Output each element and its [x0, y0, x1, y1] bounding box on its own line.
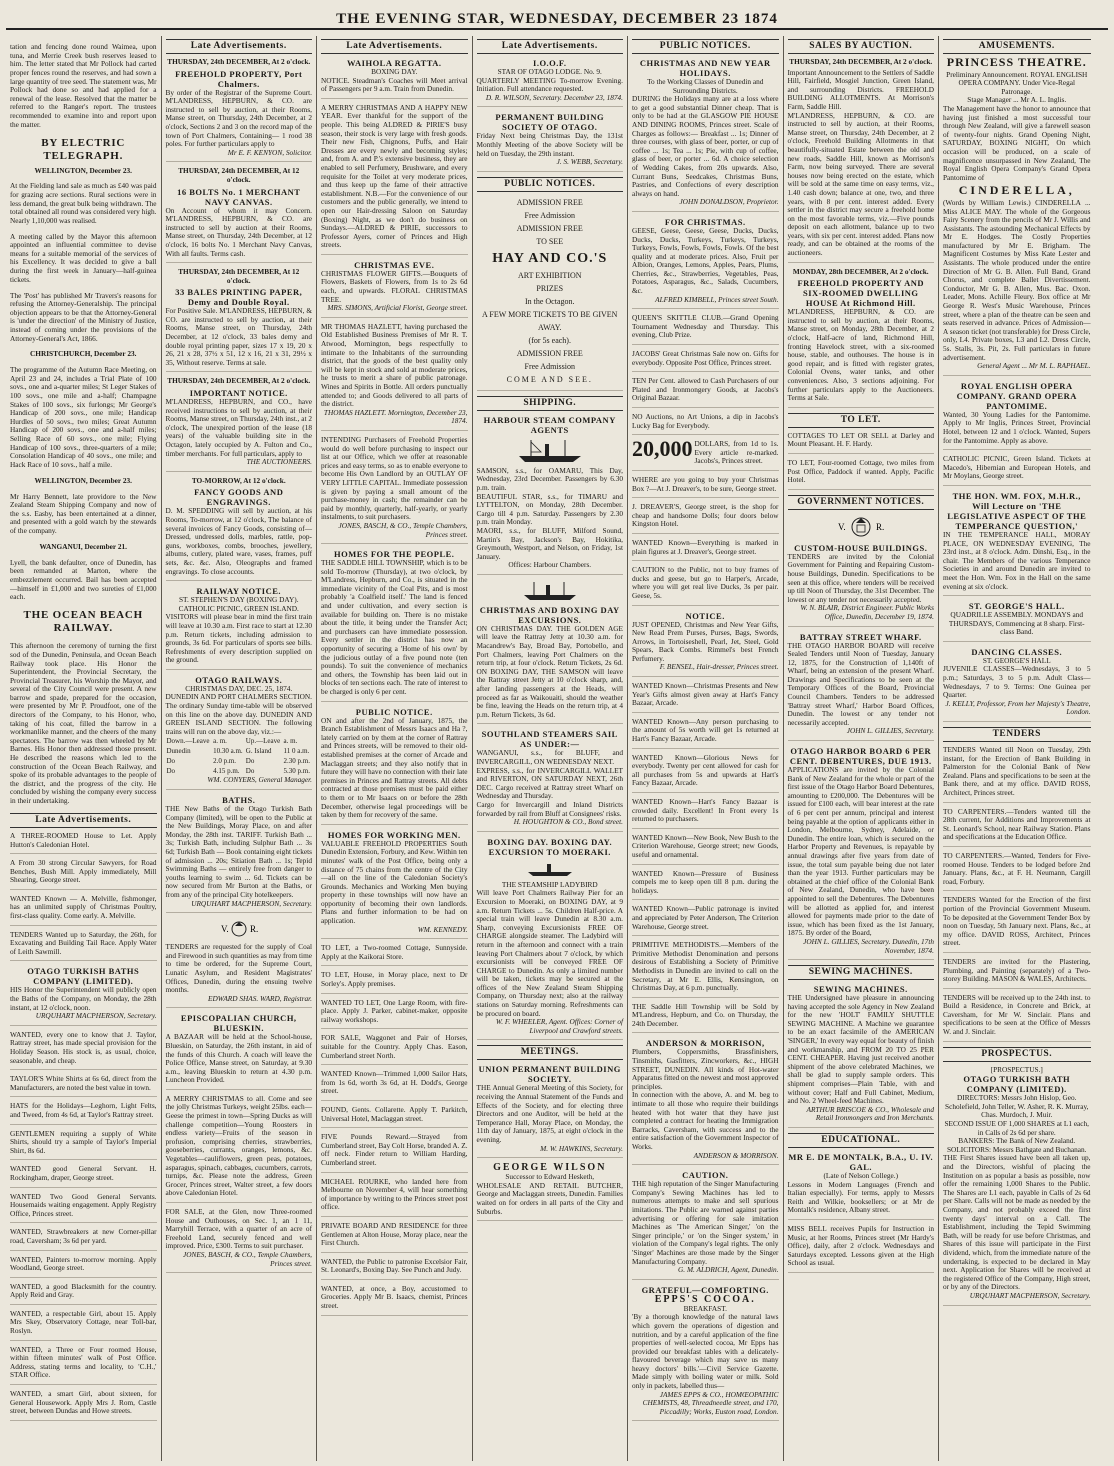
steamship-icon: [525, 860, 575, 878]
late-ads-heading: Late Advertisements.: [321, 39, 468, 54]
steamship-icon: [520, 580, 580, 602]
railway-heading: THE OCEAN BEACH RAILWAY.: [23, 609, 144, 635]
cocoa-ad: GRATEFUL—COMFORTING. EPPS'S COCOA. BREAKFAST. 'By a thorough knowledge of the natural laws which govern the operations of digestion and nutrition, and by a careful application of the fine properties of well-selected cocoa, Mr Epps has provided our breakfast tables with a delicately-flavoured beverage which may save us many heavy doctors' bills.'—Civil Service Gazette. Made simply with boiling water or milk. Sold only in packets, labelled thus— JAMES EPPS & CO., HOMŒOPATHIC CHEMISTS, 48, Threadneedle street, and 170, Piccadilly; Works, Euston road, London.: [632, 1285, 779, 1422]
notice-ad: INTENDING Purchasers of Freehold Properties would do well before purchasing to inspect our list at our Office, which we offer at reasonable prices and easy terms, so as to enable everyone to become His Own Landlord by an OUTLAY OF VERY LITTLE CAPITAL. Immediate possession is given by paying a small amount of the purchase-money in cash; the remainder can be paid by monthly, quarterly, half-yearly, or yearly instalments, to suit purchasers. JONES, BASCH, & CO., Temple Chambers, Princes street.: [321, 436, 468, 544]
ad: CAUTION to the Public, not to buy frames of ducks and geese, but go to Harper's, Arcade, where you will get real live Ducks, 3s per pair. Geese, 5s.: [632, 566, 779, 605]
hall-ad: ST. GEORGE'S HALL. QUADRILLE ASSEMBLY. MONDAYS and THURSDAYS, Commencing at 8 sharp. First-class Band.: [943, 601, 1091, 642]
building-society-ad: PERMANENT BUILDING SOCIETY OF OTAGO. Friday Next being Christmas Day, the 131st Monthly Meeting of the above Society will be held on Tuesday, the 29th instant. J. S. WEBB, Secretary.: [477, 112, 624, 171]
table-row: Do 2.0 p.m. Do 2.30 p.m.: [166, 757, 310, 766]
southland-ad: SOUTHLAND STEAMERS SAIL AS UNDER:— WANGANUI, s.s., for BLUFF, and INVERCARGILL, ON WEDNESDAY NEXT. EXPRESS, s.s., for INVERCARGILL WALLET and RIVERTON, ON SATURDAY NEXT, 26th DEC. Cargo received at Rattray street Wharf on Wednesday and Thursday. Cargo for Invercargill and Inland Districts forwarded by rail from Bluff at Consignees' risks. H. HOUGHTON & CO., Bond street.: [477, 729, 624, 831]
prospectus-ad: [PROSPECTUS.] OTAGO TURKISH BATH COMPANY (LIMITED). DIRECTORS: Messrs John Hislop, Geo. Scholefield, John Teller, W. Asher, R. K. Murray, Chas. Murdoch, J. Muir. SECOND ISSUE OF 1,000 SHARES at L1 each, in Calls of 2s 6d per share. BANKERS: The Bank of New Zealand. SOLICITORS: Messrs Bathgate and Buchanan. THE First Shares issued have been all taken up, and the Directors, wishful of placing the Institution on as popular a basis as possible, now offer the remaining 1,000 Shares to the Public. The Shares are L1 each, payable in Calls of 2s 6d per Share. Calls will not be made as needed by the Company, and not probably exceed the first twenty days' interval on a Call. The Establishment, including the Tepid Swimming Bath, will be ready for use before Christmas, and Shares of this issue will participate in the First dividend, which, from the immediate nature of the undertaking, is expected to be declared in May next. Application for Shares will be received at the registered Office of the Company, High street, or by any of the Directors. URQUHART MACPHERSON, Secretary.: [943, 1066, 1091, 1306]
ad: J. DREAVER'S, George street, is the shop for cheap and handsome Dolls; four doors below Kingston Hotel.: [632, 503, 779, 534]
auction-ad: THURSDAY, 24th DECEMBER, At 12 o'clock. 16 BOLTS No. 1 MERCHANT NAVY CANVAS. On Account of whom it may Concern. M'LANDRESS, HEPBURN, & CO. are instructed to sell by auction at their Rooms, Manse street, on Thursday, 24th December, at 12 o'clock, 16 bolts No. 1 Merchant Navy Canvas, With all faults. Terms cash.: [166, 167, 313, 263]
ad: A From 30 strong Circular Sawyers, for Road Benches, Bush Mill. Apply immediately, Mill Shearing, George street.: [10, 859, 157, 890]
ad: WHERE are you going to buy your Christmas Box ?—At J. Dreaver's, to be sure, George street.: [632, 476, 779, 498]
art-exhibition-ad: ADMISSION FREE Free Admission ADMISSION FREE TO SEE HAY AND CO.'S ART EXHIBITION PRIZES In the Octagon. A FEW MORE TICKETS TO BE GIVEN AWAY. (for 5s each). ADMISSION FREE Free Admission COME AND SEE.: [477, 196, 624, 391]
excursion-ad: CHRISTMAS AND BOXING DAY EXCURSIONS. ON CHRISTMAS DAY. THE GOLDEN AGE will leave the Rattray Jetty at 10.30 a.m. for Macandrew's Bay, Broad Bay, Portobello, and Port Chalmers, leaving Port Chalmers on the return trip, at four o'clock. Return Tickets, 2s 6d. ON BOXING DAY, THE SAMSON will leave the Rattray street Jetty at 10 o'clock sharp, and, after landing passengers at the Heads, will proceed as far as Waikouaiti, should the weather be fine, leaving the Heads on the return trip, at 4 p.m. Return Tickets, 3s 6d.: [477, 580, 624, 725]
ad: TO CARPENTERS.—Tenders wanted till the 28th current, for Additions and Improvements at St. Leonard's School, near Railway Station. Plans and specifications at the Education Office.: [943, 808, 1091, 847]
ad: TENDERS will be received up to the 24th inst. to Build a Residence, in Concrete and Brick, at Caversham, for Mr W. Sinclair. Plans and specifications to be seen at the Office of Messrs W. and J. Sinclair.: [943, 994, 1091, 1042]
ad: WANTED Known—Public patronage is invited and appreciated by Peter Anderson, The Criterion Warehouse, George street.: [632, 905, 779, 936]
tenders-heading: TENDERS: [943, 727, 1091, 742]
columns: [6, 36, 1108, 1461]
ad: TAYLOR'S White Shirts at 6s 6d, direct from the Manufacturers, are noted the best value in town.: [10, 1075, 157, 1097]
late-ads-heading: Late Advertisements.: [166, 39, 313, 54]
ad: WANTED Known—Any person purchasing to the amount of 5s worth will get 1s returned at Hart's Fancy Bazaar, Arcade.: [632, 718, 779, 749]
dancing-ad: DANCING CLASSES. ST. GEORGE'S HALL JUVENILE CLASSES—Wednesdays, 3 to 5 p.m.; Saturdays, 3 to 5 p.m. Adult Class—Wednesdays, 7 to 9. Terms: One Guinea per Quarter. J. KELLY, Professor, From her Majesty's Theatre, London.: [943, 647, 1091, 722]
auction-ad: THURSDAY, 24th DECEMBER, At 2 o'clock. FREEHOLD PROPERTY, Port Chalmers. By order of the Registrar of the Supreme Court. M'LANDRESS, HEPBURN, & CO. are instructed to sell by auction, at their Rooms, Manse street, on Thursday, 24th December, at 2 o'clock, Sections 2 and 3 on the record map of the town of Port Chalmers, Containing— 1 rood 38 poles. For further particulars apply to Mr E. F. KENYON, Solicitor.: [166, 58, 313, 162]
sales-heading: SALES BY AUCTION.: [788, 39, 935, 54]
opera-ad: ROYAL ENGLISH OPERA COMPANY. GRAND OPERA PANTOMIME. Wanted, 30 Young Ladies for the Pantomime. Apply to Mr Inglis, Princes Street, Provincial Hotel, between 12 and 1 o'clock. Wanted, Supers for the Pantomime. Apply as above.: [943, 381, 1091, 450]
dollars-ad: 20,000 DOLLARS, from 1d to 1s. Every article re-marked. Jacobs's, Princes street.: [632, 440, 779, 471]
telegraph-heading: BY ELECTRIC TELEGRAPH.: [41, 136, 126, 162]
picnic-ad: CATHOLIC PICNIC, Green Island. Tickets at Macedo's, Hibernian and European Hotels, and Mr Moylans, George street.: [943, 455, 1091, 486]
auction-ad: THURSDAY, 24th DECEMBER, At 2 o'clock. IMPORTANT NOTICE. M'LANDRESS, HEPBURN, and CO., have received instructions to sell by auction, at their Rooms, Manse street, on Thursday, 24th inst., at 2 o'clock, The unexpired portion of the lease (18 years) of the valuable building site in the Octagon, lately occupied by A. Fulton and Co., timber merchants. For full particulars, apply to THE AUCTIONEERS.: [166, 377, 313, 471]
ad: WANTED good General Servant. H. Rockingham, draper, George street.: [10, 1165, 157, 1187]
lecture-ad: THE HON. WM. FOX, M.H.R., Will Lecture on 'THE LEGISLATIVE ASPECT OF THE TEMPERANCE QUESTION,' IN THE TEMPERANCE HALL, MORAY PLACE, ON WEDNESDAY EVENING, The 23rd inst., at 8 o'clock. Adm. Dinshi, Esq., in the chair. The Members of the various Temperance Societies in and around Dunedin are invited to meet the Hon. Wm. Fox in the Hall on the same evening at six o'clock.: [943, 491, 1091, 596]
column-2: [162, 36, 318, 1461]
to-let-heading: TO LET.: [788, 413, 935, 428]
debentures-ad: OTAGO HARBOR BOARD 6 PER CENT. DEBENTURES, DUE 1913. APPLICATIONS are invited by the Colonial Bank of New Zealand for the whole or part of the first issue of the Otago Harbor Board Debentures, amounting to £200,000. The Debentures will be issued for £100 each, will bear interest at the rate of 6 per cent per annum, principal and interest being payable at the option of applicants either in London, Melbourne, Sydney, Adelaide, or Dunedin. The entire loan, which is secured on the Harbor Property and Revenues, is repayable by annual drawings after five years from date of issue, the total sum payable being due not later than the year 1913. Further particulars may be obtained at the chief office of the Colonial Bank of New Zealand, Dunedin, who have been appointed to sell the Debentures. The Debentures will be allotted as applied for, and interest allowed for payments made prior to the date of issue, which has been fixed as the 1st January, 1875. By order of the Board, JOHN L. GILLIES, Secretary. Dunedin, 17th November, 1874.: [788, 746, 935, 960]
ad: WANTED, the Public to patronise Excelsior Fair, St. Leonard's, Boxing Day. See Punch and Judy.: [321, 1258, 468, 1280]
ad: TENDERS Wanted up to Saturday, the 26th, for Excavating and Building Tail Race. Apply Water of Leith Sawmill.: [10, 931, 157, 962]
ad: TENDERS Wanted for the Erection of the first portion of the Provincial Government Museum. To be deposited at the Government Tender Box by noon on Tuesday, 5th January next. Plans, &c., at my office. DAVID ROSS, Architect, Princes street.: [943, 896, 1091, 953]
meetings-heading: MEETINGS.: [477, 1045, 624, 1060]
svg-text:R.: R.: [875, 521, 885, 532]
ad: A MERRY CHRISTMAS to all. Come and see the jolly Christmas Turkeys, weight 25lbs. each—Geese the primest in town—Spring Ducks as will challenge competition—Young Roosters in endless variety—Fruits of the season in profusion, comprising cherries, strawberries, gooseberries, currants, oranges, lemons, &c. Vegetables—cauliflowers, green peas, potatoes, asparagus, spinach, cabbages, cucumbers, carrots, turnips, &c. Please note the address, Green Grocer, Princes street, Walter street, a few doors above Caledonian Hotel.: [166, 1095, 313, 1203]
dispatch: WELLINGTON, December 23. At the Fielding land sale as much as £40 was paid for grazing acre sections. Rural sections were in less demand, the great bulk being withdrawn. The total obtained all round was considered very high. Nearly 1,10,000 was realised.: [10, 165, 157, 225]
ad: WANTED, a respectable Girl, about 15. Apply Mrs Skey, Observatory Cottage, near Toll-bar, Roslyn.: [10, 1310, 157, 1341]
ad: WANTED, Strawbreakers at new Corner-pillar road, Caversham; 3s 6d per yard.: [10, 1228, 157, 1250]
ad: WANTED, a good Blacksmith for the country. Apply Reid and Gray.: [10, 1283, 157, 1305]
ad: WANTED, every one to know that J. Taylor, Rattray street, has made special provision for the Holiday Season. His stock is, as usual, choice, seasonable, and cheap.: [10, 1031, 157, 1070]
pie-house-ad: CHRISTMAS AND NEW YEAR HOLIDAYS. To the Working Classes of Dunedin and Surrounding Districts. DURING the Holidays many are at a loss where to get a good substantial Dinner cheap. That is only to be had at the GLASGOW PIE HOUSE AND DINING ROOMS, Princes street. Scale of Charges as follows:— Breakfast ... 1s; Dinner of three courses, with glass of beer, porter, or cup of coffee ... 1s; Tea ... 1s; Pie, with cup of coffee, glass of beer, or porter ... 6d. A choice selection of Wedding Cakes, from 20s upwards. Also, Currant Buns, Seedcakes, Christmas Buns, Pastries, and Confections of every description always on hand. JOHN DONALDSON, Proprietor.: [632, 58, 779, 212]
ad: WANTED, Painters to-morrow morning. Apply Woodland, George street.: [10, 1256, 157, 1278]
anderson-ad: ANDERSON & MORRISON, Plumbers, Coppersmiths, Brassfinishers, Tinsmiths, Gasfitters, Zincworkers, &c., HIGH STREET, DUNEDIN. All kinds of Hot-water Apparatus fitted on the newest and most approved principles. In connection with the above, A. and M. beg to intimate to all those who require their buildings heated with hot water that they have just completed a contract for heating the Immigration Barracks, Caversham, with success and to the entire satisfaction of the Government Inspector of Works. ANDERSON & MORRISON.: [632, 1038, 779, 1165]
ad: FOUND, Gents. Collarette. Apply T. Parkitch, Universal Hotel, Maclaggan street.: [321, 1106, 468, 1128]
lodge-ad: I.O.O.F. STAR OF OTAGO LODGE. No. 9. QUARTERLY MEETING To-morrow Evening. Initiation. Full attendance requested. D. R. WILSON, Secretary. December 23, 1874.: [477, 58, 624, 107]
prospectus-heading: PROSPECTUS.: [943, 1047, 1091, 1062]
ad: WANTED Known—New Book, New Bush to the Criterion Warehouse, George street; new Goods, useful and ornamental.: [632, 834, 779, 865]
column-6: [784, 36, 940, 1461]
ad: FIVE Pounds Reward.—Strayed from Cumberland street, Bay Colt Horse, branded A. Z. off neck. Finder return to William Harding, Cumberland street.: [321, 1133, 468, 1172]
auction-ad: TO-MORROW, At 12 o'clock. FANCY GOODS AND ENGRAVINGS. D. M. SPEDDING will sell by auction, at his Rooms, To-morrow, at 12 o'clock, The balance of several invoices of Fancy Goods, consisting of— Dressed, undressed dolls, marbles, rattle, pop-guns, workboxes, combs, brooches, jewellery, albums, cutlery, plated ware, vases, frames, puff sets, &c. &c. Also, Oleographs and framed engravings. To close accounts.: [166, 477, 313, 581]
svg-text:V.: V.: [837, 521, 846, 532]
baths-ad: BATHS. THE New Baths of the Otago Turkish Bath Company (limited), will be open to the Public at the New Buildings, Moray Place, on and after Monday, the 28th inst. TARIFF. Turkish Bath ... 3s; Turkish Bath, including Sulphur Bath ... 3s 6d; Turkish Bath — Book containing eight tickets of admission ... 20s; Sitiation Bath ... 1s; Tepid Swimming Baths — entirely free from danger to youths learning to swim ... 6d. Tickets can be now secured from Mr Burton at the Baths, or from any of the principal City hotelkeepers. URQUHART MACPHERSON, Secretary.: [166, 795, 313, 913]
ad: NO Auctions, no Art Unions, a dip in Jacobs's Lucky Bag for Everybody.: [632, 413, 779, 435]
column-4: [473, 36, 629, 1461]
ad: TENDERS are invited for the Plastering, Plumbing, and Painting (separately) of a Two-storey Building. MASON & WALES, Architects.: [943, 958, 1091, 989]
table-row: Do 4.15 p.m. Do 5.30 p.m.: [166, 767, 310, 776]
ad: THE Saddle Hill Township will be Sold by M'Landress, Hepburn, and Co. on Thursday, the 24th December.: [632, 1003, 779, 1034]
government-notices-heading: GOVERNMENT NOTICES.: [788, 495, 935, 510]
ad: FOR SALE, Waggonet and Pair of Horses, suitable for the Country. Apply Chas. Eason, Cumberland street North.: [321, 1034, 468, 1065]
notice-ad: MR THOMAS HAZLETT, having purchased the Old Established Business Premises of Mr R. T. Atwood, Mornington, begs respectfully to intimate to the Inhabitants of the surrounding district, that the goods of the best quality only will be kept in stock and sold at moderate prices, he trusts to merit a share of public patronage. Wines and Spirits in Bottle. All orders punctually attended to; and Goods delivered to all parts of the district. THOMAS HAZLETT. Mornington, December 23, 1874.: [321, 323, 468, 431]
educational-heading: EDUCATIONAL.: [788, 1133, 935, 1148]
tender-ad: V. R. TENDERS are requested for the supply of Coal and Firewood in such quantities as may from time to time be ordered, for the Supreme Court, Lunatic Asylum, and Resident Magistrates' Offices, Dunedin, during the ensuing twelve months. EDWARD SHAS. WARD, Registrar.: [166, 918, 313, 1008]
amusements-heading: AMUSEMENTS.: [943, 39, 1091, 54]
education-ad: MR E. DE MONTALK, B.A., U. IV. GAL. (Late of Nelson College.) Lessons in Modern Languages (French and Italian especially). For terms, apply to Messrs Reith and Wilkie, booksellers; or at Mr de Montalk's residence, Albany street.: [788, 1152, 935, 1220]
railway-notice: RAILWAY NOTICE. ST. STEPHEN'S DAY (BOXING DAY). CATHOLIC PICNIC, GREEN ISLAND. VISITORS will please bear in mind the first train will leave at 10.30 a.m. First race to start at 12.30 p.m. Return tickets, including admission to grounds, 3s 6d. For particulars of sports see bills. Refreshments of every description supplied on the ground.: [166, 586, 313, 670]
ad: WANTED Known—Trimmed 1,000 Sailor Hats, from 1s 6d, worth 3s 6d, at H. Dodd's, George street.: [321, 1070, 468, 1101]
ad-baths: OTAGO TURKISH BATHS COMPANY (LIMITED). HIS Honor the Superintendent will publicly open the Baths of the Company, on Monday, the 28th instant, at 12 o'clock, noon. URQUHART MACPHERSON, Secretary.: [10, 966, 157, 1025]
ad: WANTED, at once, a Boy, accustomed to Groceries. Apply Mr B. Isaacs, chemist, Princes street.: [321, 1285, 468, 1316]
dispatch: WANGANUI, December 21. Lyell, the bank defaulter, once of Dunedin, has been remanded at Marton, where the embezzlement occurred. Bail has been accepted—himself in £1,000 and two sureties of £1,000 each.: [10, 541, 157, 602]
for-christmas-ad: FOR CHRISTMAS. GEESE, Geese, Geese, Geese, Ducks, Ducks, Ducks, Ducks, Turkeys, Turkeys, Turkeys, Turkeys, Fowls, Fowls, Fowls, Fowls. Of the best quality and at moderate prices. Also, Fruit per Albion, Oranges, Lemons, Apples, Pears, Plums, Cherries, &c., Strawberries, Vegetables, Peas, Potatoes, Asparagus, &c., Salads, Cucumbers, &c. ALFRED KIMBELL, Princes street South.: [632, 217, 779, 309]
ad: TO LET, Four-roomed Cottage, two miles from Post Office, Paddock if wanted. Apply, Pacific Hotel.: [788, 459, 935, 490]
intro-paragraph: tation and fencing done round Waimea, upon tuna, and Merrie Creek bush reserves leased to him. The letter stated that Mr Pollock had carted proper fences round the reserves, and had sown a large quantity of tree seed. The statement was, Mr Pollock had done so and had applied for a renewal of the lease. Resolved that the matter be referred to the Ranger's report. The trustees recommended to examine into and report upon the matter.: [10, 42, 157, 129]
ad: A THREE-ROOMED House to Let. Apply Hutton's Caledonian Hotel.: [10, 832, 157, 854]
public-notices-heading: PUBLIC NOTICES.: [632, 39, 779, 54]
ad: WANTED TO LET, One Large Room, with fire-place. Apply J. Parker, cabinet-maker, opposite railway workshops.: [321, 999, 468, 1030]
public-notice: PUBLIC NOTICE. ON and after the 2nd of January, 1875, the Branch Establishment of Messrs Isaacs and Ha ?, lately carried on by them at the corner of Rattray and Princes streets, will be removed to their old-established premises at the corner of Arcade and Maclaggan streets; and they also notify that in future they will have no connection with their late premises in Princes and Rattray streets. All debts contracted at those premises must be paid either to them or to Mr Isaacs on or before the 28th December, otherwise legal proceedings will be taken by them for recovery of the same.: [321, 707, 468, 825]
ad: WANTED Known—Christmas Presents and New Year's Gifts almost given away at Hart's Fancy Bazaar, Arcade.: [632, 682, 779, 713]
ad: TO CARPENTERS.—Wanted, Tenders for Five-roomed House. Tenders to be lodged before 2nd January. Plans, &c., at F. H. Neumann, Cargill road, Forbury.: [943, 852, 1091, 891]
butcher-ad: GEORGE WILSON Successor to Edward Hesketh, WHOLESALE AND RETAIL BUTCHER, George and Maclaggan streets, Dunedin. Families waited on for orders in all parts of the City and Suburbs.: [477, 1163, 624, 1221]
caution-ad: CAUTION. THE high reputation of the Singer Manufacturing Company's Sewing Machines has led to numerous attempts to make and sell spurious imitations. The Public are warned against parties advertising or offering for sale imitation Machines as 'The American Singer,' 'on the Singer principle,' or 'on the Singer system,' in violation of the Company's legal rights. The only 'Singer' Machines are those made by the Singer Manufacturing Company. G. M. ALDRICH, Agent, Dunedin.: [632, 1170, 779, 1280]
auction-ad: THURSDAY, 24th DECEMBER, At 2 o'clock. Important Announcement to the Settlers of Saddle Hill, Fairfield, Mosgiel Junction, Green Island, and surrounding Districts. FREEHOLD BUILDING ALLOTMENTS. At Morrison's Farm, Saddle Hill. M'LANDRESS, HEPBURN, & CO. are instructed to sell by auction, at their Rooms, Manse street, on Thursday, 24th December, at 2 o'clock, Freehold Building Allotments in that beautifully-situated Estate between the old and new roads, Saddle Hill, known as Morrison's Farm, now being surveyed. There are several houses now being erected on the estate, which will be sold at the same time on easy terms, viz., 1.40 cash down; balance at one, two, and three years, with 8 per cent. interest added. Every settler in the district may secure a freehold home on the most favorable terms, viz.—Five pounds deposit on each allotment, balance up to two years, with six per cent. interest added. Plans now ready, and can be obtained at the rooms of the auctioneers.: [788, 58, 935, 263]
regatta-ad: WAIHOLA REGATTA. BOXING DAY. NOTICE. Steadman's Coaches will Meet arrival of Passengers per 9 a.m. Train from Dunedin.: [321, 58, 468, 99]
royal-arms-icon: [836, 514, 886, 540]
ad: QUEEN'S SKITTLE CLUB.—Grand Opening Tournament Wednesday and Thursday. This evening, Club Prize.: [632, 314, 779, 345]
svg-text:R.: R.: [249, 924, 259, 935]
public-notices-heading: PUBLIC NOTICES.: [477, 177, 624, 192]
ad: GENTLEMEN requiring a supply of White Shirts, should try a sample of Taylor's Imperial Shirt, 8s 6d.: [10, 1130, 157, 1161]
shipping-heading: SHIPPING.: [477, 396, 624, 411]
column-3: [317, 36, 473, 1461]
ad: WANTED, a Three or Four roomed House, within fifteen minutes' walk of Post Office. Address, stating terms and locality, to 'C.H.,' STAR Office.: [10, 1346, 157, 1385]
music-ad: MISS BELL receives Pupils for Instruction in Music, at her Rooms, Princes street (Mr Hardy's Office), daily, after 2 o'clock. Wednesdays and Saturdays excepted. Lessons given at the High School as usual.: [788, 1225, 935, 1273]
ad: WANTED Known—Everything is marked in plain figures at J. Dreaver's, George street.: [632, 539, 779, 561]
wharf-ad: BATTRAY STREET WHARF. THE OTAGO HARBOR BOARD will receive Sealed Tenders until Noon of Tuesday, January 12, 1875, for the Construction of 1,140ft of Wharf, being an extension of the present Wharf. Drawings and Specifications to be seen at the Temporary Offices of the Board, Provincial Council Chambers. Tenders to be addressed 'Battray street Wharf,' Harbor Board Offices, Dunedin. The lowest or any tender not necessarily accepted. JOHN L. GILLIES, Secretary.: [788, 632, 935, 742]
ad: WANTED Known—Hart's Fancy Bazaar is crowded daily. Excellent! In Front every 1s returned to purchasers.: [632, 798, 779, 829]
working-men-ad: HOMES FOR WORKING MEN. VALUABLE FREEHOLD PROPERTIES South Dunedin Extension, Forbury, and Kew. Within ten minutes' walk of the Post Office, being only a distance of 75 chains from the centre of the City—all on the line of the Caledonian Society's Grounds. Mechanics and Working Men buying property in these townships will now have an opportunity of becoming their own landlords. Plans and further information to be had on application. WM. KENNEDY.: [321, 830, 468, 940]
dispatch: The 'Post' has published Mr Travers's reasons for refusing the Attorney-Generalship. The principal objection appears to be that the Attorney-General is 'under the direction' of the Ministry of Justice, instead of coming under the provisions of the Attorney-General's Act, 1866.: [10, 290, 157, 343]
ad: TO LET, a Two-roomed Cottage, Sunnyside. Apply at the Kaikorai Store.: [321, 944, 468, 966]
auction-ad: THURSDAY, 24th DECEMBER, At 12 o'clock. 33 BALES PRINTING PAPER, Demy and Double Royal. For Positive Sale. M'LANDRESS, HEPBURN, & CO. are instructed to sell by auction, at their Rooms, Manse street, on Thursday, 24th December, at 12 o'clock, 33 bales demy and double royal printing paper, sizes 17 x 19, 20 x 26, 21 x 28, 37½ x 51, 12 x 16, 21 x 31, 29½ x 35, Without reserve. Terms at sale.: [166, 268, 313, 372]
steamship-icon: [515, 438, 585, 464]
ad: JACOBS' Great Christmas Sale now on. Gifts for everybody. Opposite Post Office, Princes street.: [632, 350, 779, 372]
notice-ad: NOTICE. JUST OPENED, Christmas and New Year Gifts, New Read Prem Purses, Purses, Bags, Swords, Arrows, in Tortoiseshell, Pearl, Jet, Steel, Gold Spears, Back Combs. Rimmel's best French Perfumery. F. BENSEL, Hair-dresser, Princes street.: [632, 611, 779, 678]
ad: WANTED Known—Pressure of Business compels me to keep open till 8 p.m. during the holidays.: [632, 870, 779, 901]
theatre-ad: PRINCESS THEATRE. Preliminary Announcement. ROYAL ENGLISH OPERA COMPANY. Under Vice-Regal Patronage. Stage Manager ... Mr A. L. Inglis. The Management have the honor to announce that having just finished a most successful tour through New Zealand, will give a farewell season of twenty-four nights. Grand Opening Night, SATURDAY, BOXING NIGHT, On which occasion will be produced, on a scale of magnificence unsurpassed in New Zealand, The Royal English Opera Company's Grand Opera Pantomime of CINDERELLA, (Words by William Lewis.) CINDERELLA ... Miss ALICE MAY. The whole of the Gorgeous Fairy Scenery from the pencils of Mr J. Willis and Assistants. The astounding Mechanical Effects by Mr E. Hodges. The Costly Properties manufactured by Mr E. Brigham. The Magnificent Costumes by Miss Kate Lester and Assistants. The whole produced under the entire Direction of Mr G. B. Allen. Full Band, Grand Chorus, and complete Ballet Divertissement. Conductor, Mr G. B. Allen, Mus. Bac. Oxon. Leader, Mons. Achille Fleury. Box office at Mr George R. West's Music Warehouse, Princes street, where a plan of the theatre can be seen and seats reserved in advance. Prices of Admission—A season ticket (not transferable) for Dress Circle, only, L4. Private boxes, L3 and L2. Dress Circle, 5s. Stalls, 3s. Pit, 2s. Full particulars in future advertisement. General Agent ... Mr M. L. RAPHAEL.: [943, 58, 1091, 376]
svg-text:V.: V.: [220, 924, 229, 935]
royal-arms-icon: [219, 918, 259, 940]
union-society-ad: UNION PERMANENT BUILDING SOCIETY. THE Annual General Meeting of this Society, for receiving the Annual Statement of the Funds and Effects of the Society, and for electing three Directors and one Auditor, will be held at the Temperance Hall, Moray Place, on Monday, the 11th day of January, 1875, at eight o'clock in the evening. M. W. HAWKINS, Secretary.: [477, 1064, 624, 1158]
harbour-ad: HARBOUR STEAM COMPANY AGENTS SAMSON, s.s., for OAMARU, This Day, Wednesday, 23rd December. Passengers by 6.30 p.m. train. BEAUTIFUL STAR, s.s., for TIMARU and LYTTELTON, on Monday, 28th December. Cargo till 4 p.m. Saturday. Passengers by 2.30 p.m. train Monday. MAORI, s.s., for BLUFF, Milford Sound, Martin's Bay, Jackson's Bay, Hokitika, Greymouth, Westport, and Nelson, on Friday, 1st January. Offices: Harbour Chambers.: [477, 415, 624, 575]
customs-ad: V. R. CUSTOM-HOUSE BUILDINGS. TENDERS are invited by the Colonial Government for Painting and Repairing Custom-house Buildings, Dunedin. Specifications to be seen at this office, where tenders will be received up till Noon of Thursday, the 31st December. The lowest or any tender not necessarily accepted. W. N. BLAIR, District Engineer. Public Works Office, Dunedin, December 19, 1874.: [788, 514, 935, 627]
sewing-heading: SEWING MACHINES.: [788, 965, 935, 980]
ad: PRIMITIVE METHODISTS.—Members of the Primitive Methodist Denomination and persons desirous of Establishing a Society of Primitive Methodists in Dunedin are invited to call on the Secretary, at Mr E. Ellis, Kensington, on Christmas Day, at 6 p.m. punctually.: [632, 941, 779, 998]
auction-ad: MONDAY, 28th DECEMBER, At 2 o'clock. FREEHOLD PROPERTY AND SIX-ROOMED DWELLING HOUSE At Richmond Hill. M'LANDRESS, HEPBURN, & CO. are instructed to sell by auction, at their Rooms, Manse street, on Monday, 28th December, at 2 o'clock, Half-acre of land, Richmond Hill, fronting Havelock street, with a six-roomed house, stable, and outhouses. The house is in good repair, and is fitted with register grates, Colonial Ovens, water tanks, and other conveniences. Also, 3 sections adjoining. For further particulars apply to the Auctioneers. Terms at Sale.: [788, 268, 935, 408]
dispatch: A meeting called by the Mayor this afternoon appointed an influential committee to devise means for a suitable memorial of the services of his Excellency. It was decided to give a ball during the first week in January—half-guinea tickets.: [10, 231, 157, 284]
moeraki-excursion-ad: BOXING DAY. BOXING DAY. EXCURSION TO MOERAKI. THE STEAMSHIP LADYBIRD Will leave Port Chalmers Railway Pier for an Excursion to Moeraki, on BOXING DAY, at 9 a.m. Return Tickets ... 5s. Children Half-price. A special train will leave Dunedin at 8.30 a.m. Sharp, conveying Excursionists FREE OF CHARGE alongside steamer. The Ladybird will return in the afternoon and connect with a train leaving Port Chalmers about 7 o'clock, by which excursionists will be conveyed FREE OF CHARGE to Dunedin. As only a limited number will be taken, tickets may be secured at the offices of the New Zealand Steam Shipping Company, on Thursday next; also at the railway stations on Saturday morning. Refreshments can be procured on board. W. F. WHEELER, Agent. Offices: Corner of Liverpool and Crawford streets.: [477, 837, 624, 1041]
masthead: THE EVENING STAR, WEDNESDAY, DECEMBER 23 1874: [6, 6, 1108, 30]
column-5: [628, 36, 784, 1461]
ad: WANTED, a smart Girl, about sixteen, for General Housework. Apply Mrs J. Rom, Castle street, between Dundas and Howe streets.: [10, 1390, 157, 1421]
ad: WANTED Two Good General Servants. Housemaids waiting engagement. Apply Registry Office, Princes street.: [10, 1193, 157, 1224]
ad: FOR SALE, at the Glen, now Three-roomed House and Outhouses, on Sec. 1, an 1 11, Marryhill Terrace, with a quarter of an acre of Freehold Land, securely fenced and well improved. Price, £300. Terms to suit purchaser. JONES, BASCH, & CO., Temple Chambers, Princes street.: [166, 1208, 313, 1273]
ad: HATS for the Holidays—Leghorn, Light Felts, and Tweed, from 4s 6d, at Taylor's Rattray street.: [10, 1102, 157, 1124]
column-7: [939, 36, 1095, 1461]
ad: TO LET, House, in Moray place, next to Dr Sorley's. Apply premises.: [321, 971, 468, 993]
homes-ad: HOMES FOR THE PEOPLE. THE SADDLE HILL TOWNSHIP, which is to be sold To-morrow (Thursday), at two o'clock, by M'Landress, Hepburn, and Co., is situated in the immediate vicinity of the Coal Pits, and is most probably 'a Coalfield itself.' The land is fenced and under cultivation, and every section is available for building on. There is no mistake about the title, it being under the Transfer Act; and purchasers can have immediate possession. Every settler in the district has now an opportunity of securing a 'Home of his own' by the judicious outlay of a five pound note (ten pounds). To suit the convenience of mechanics and others, the Township has been laid out in blocks of ten sections each. The rate of interest to be charged is only 6 per cent.: [321, 549, 468, 702]
railway-article: This afternoon the ceremony of turning the first sod of the Dunedin, Peninsula, and Ocean Beach Railway took place. His Honor the Superintendent, the Provincial Secretary, the Provincial Treasurer, his Worship the Mayor, and several of the City Council were present. A new barrow and spade, prepared for the occasion, were presented by Mr P. Proudfoot, one of the directors of the Company, to his Honor, who, taking of his coat, filled the barrow in a workmanlike manner, and the cheers of the many spectators. The barrow was then wheeled by Mr Barnes. His Honor then addressed those present. He described the reasons which led to the construction of the Ocean Beach Railway, and spoke of its probable advantages to the people of the district, and the progress of the city. He concluded by wishing the company every success in their undertaking.: [10, 641, 157, 806]
dispatch: CHRISTCHURCH, December 23. The programme of the Autumn Race Meeting, on April 23 and 24, includes a Trial Plate of 100 sovs., one and a-quarter miles; St Leger Stakes of 100 sovs., one mile and a-half; Champagne Stakes of 100 sovs., six furlongs; Mr George's Handicap of 200 sovs., one mile; Handicap Hurdles of 50 sovs., two miles; Great Autumn Handicap of 200 sovs., one and a-half miles; Selling Race of 60 sovs., one mile; Flying Handicap of 100 sovs., three-quarters of a mile; Consolation Handicap of 40 sovs., one mile; and Hack Race of 10 sovs., half a mile.: [10, 349, 157, 469]
merry-christmas-ad: A MERRY CHRISTMAS AND A HAPPY NEW YEAR. Ever thankful for the support of the people. This being ALDRED & PIRIE'S busy season, their stock is very large with fresh goods. Their new Fish, Chignons, Puffs, and Hair Dresses are every newly and becoming styles; and, from A. and P.'s extensive business, they are enabled to sell Perfumery, Brushware, and every requisite for the Toilet at very moderate prices, and thus keep up the fame of their attractive establishment. N.B.—For the convenience of our customers and the public generally, we intend to open our Hair-dressing Saloon on Saturday (Boxing) Night, as we don't do business on Sundays.—ALDRED & PIRIE, successors to Professor Ayers, corner of Princes and High streets.: [321, 104, 468, 255]
timetable: Down.—Leave a. m. Up.—Leave a. m. Dunedin 10.30 a.m. G. Island 11 0 a.m. Do 2.0 p.m. Do 2.30 p.m. Do 4.15 p.m. Do 5.30 p.m.: [166, 736, 313, 776]
ad: COTTAGES TO LET OR SELL at Darley and Mount Pleasant. H. F. Hardy.: [788, 432, 935, 454]
sewing-ad: SEWING MACHINES. THE Undersigned have pleasure in announcing having accepted the sole Agency in New Zealand for the new 'HOLT' FAMILY SHUTTLE SEWING MACHINE. A Machine we guarantee to be an exact facsimile of the AMERICAN 'SINGER,' In every way equal for beauty of finish and workmanship, and FROM 20 TO 25 PER CENT. CHEAPER. Having just received another shipment of the above celebrated Machines, we shall be glad to supply sample orders. This shipment comprises—Plain Table, with and without cover; Half and Full Cabinet, Medium, and No. 2 Wheel-feed Machines. ARTHUR BRISCOE & CO., Wholesale and Retail Ironmongers and Iron Merchants.: [788, 984, 935, 1128]
ad: PRIVATE BOARD AND RESIDENCE for three Gentlemen at Alton House, Moray place, near the First Church.: [321, 1222, 468, 1253]
dispatch: WELLINGTON, December 23. Mr Harry Bennett, late providore to the New Zealand Steam Shipping Company and now of the s.s. Easby, has been entertained at a dinner, and presented with a gold watch by the stewards of the company.: [10, 475, 157, 535]
ad: WANTED Known—Glorious News for everybody. Twenty per cent allowed for cash for all purchases from 5s and upwards at Hart's Fancy Bazaar, Arcade.: [632, 754, 779, 793]
christmas-eve-ad: CHRISTMAS EVE. CHRISTMAS FLOWER GIFTS.—Bouquets of Flowers, Baskets of Flowers, from 1s to 2s 6d each, and upwards. FLORAL CHRISTMAS TREE. MRS. SIMONS, Artificial Florist, George street.: [321, 260, 468, 318]
church-ad: EPISCOPALIAN CHURCH, BLUESKIN. A BAZAAR will be held at the School-house, Blueskin, on Saturday, the 26th instant, in aid of the funds of this Church. A coach will leave the Police Office, Manse street, on Saturday, at 9.30 a.m., leaving Blueskin to return at 4.30 p.m. Luncheon Provided.: [166, 1013, 313, 1090]
table-row: Dunedin 10.30 a.m. G. Island 11 0 a.m.: [166, 747, 310, 756]
otago-railways: OTAGO RAILWAYS. CHRISTMAS DAY, DEC. 25, 1874. DUNEDIN AND PORT CHALMERS SECTION. The ordinary Sunday time-table will be observed on this line on the above day. DUNEDIN AND GREEN ISLAND SECTION. The following trains will run on the above day, viz.:— Down.—Leave a. m. Up.—Leave a. m. Dunedin 10.30 a.m. G. Island 11 0 a.m. Do 2.0 p.m. Do 2.30 p.m. Do 4.15 p.m. Do 5.30 p.m. WM. CONYERS, General Manager.: [166, 675, 313, 790]
late-ads-heading: Late Advertisements.: [10, 813, 157, 828]
ad: WANTED Known — A. Melville, fishmonger, has an unlimited supply of Christmas Poultry, first-class quality. Come early. A. Melville.: [10, 895, 157, 926]
ad: MICHAEL ROURKE, who landed here from Melbourne on November 4, will hear something of importance by writing to the Princes street post office.: [321, 1178, 468, 1217]
late-ads-heading: Late Advertisements.: [477, 39, 624, 54]
ad: TENDERS Wanted till Noon on Tuesday, 29th instant, for the Erection of Bank Building in Palmerston for the Colonial Bank of New Zealand. Plans and specifications to be seen at the Bank there, and at my office. DAVID ROSS, Architect, Princes street.: [943, 746, 1091, 803]
column-1: [6, 36, 162, 1461]
ad: TEN Per Cent. allowed to Cash Purchasers of our Plated and Ironmongery Goods, at Jacobs's Original Bazaar.: [632, 377, 779, 408]
